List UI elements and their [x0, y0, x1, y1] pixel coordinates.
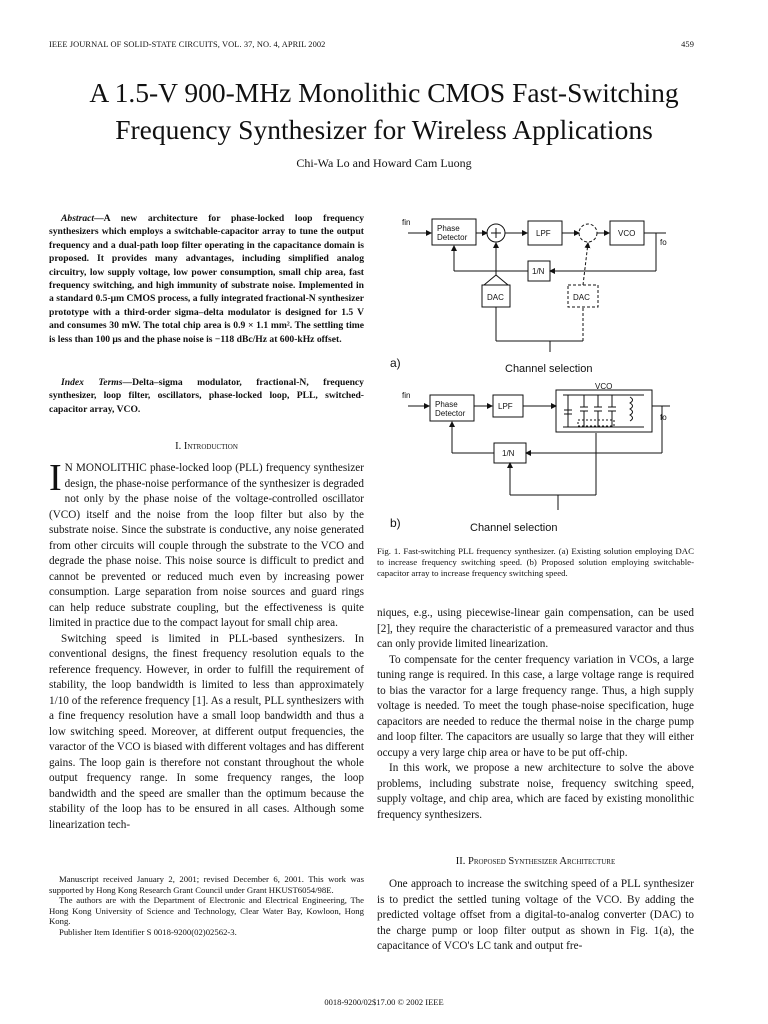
- phase-detector-label-a-2: Detector: [437, 233, 468, 242]
- right-column-body: [377, 606, 694, 823]
- footnotes: [49, 874, 364, 938]
- right-paragraph-3: In this work, we propose a new architecture to solve the above problems, including substrate noise, frequency switching speed, supply voltage, and chip area, which are faced by existing monolithic frequency synthesizers.: [377, 762, 694, 821]
- footnote-manuscript: Manuscript received January 2, 2001; revised December 6, 2001. This work was supported by Hong Kong Research Grant Council under Grant HKUST6054/98E.: [49, 874, 364, 895]
- figure-1-caption: Fig. 1. Fast-switching PLL frequency synthesizer. (a) Existing solution employing DAC to increase frequency switching speed. (b) Proposed solution employing switchable-capacitor array to increase frequency switching speed.: [377, 546, 694, 578]
- page-number: 459: [681, 40, 694, 49]
- authors: Chi-Wa Lo and Howard Cam Luong: [296, 156, 472, 170]
- drop-cap: I: [49, 457, 62, 499]
- section-2-heading: II. Proposed Synthesizer Architecture: [455, 856, 616, 867]
- fo-label-b: fo: [660, 413, 667, 422]
- section-1-body: [49, 457, 364, 833]
- abstract-text: —A new architecture for phase-locked loop frequency synthesizers which employs a switchable-capacitor array to tune the output frequency and a dual-path loop filter operating in the capacitance domain is proposed. It provides many advantages, including simplified analog circuitry, low supply voltage, low power consumption, small chip area, fast frequency switching, and high immunity of substrate noise. Implemented in a standard 0.5-μm CMOS process, a fully integrated fractional-N synthesizer prototype with a third-order sigma–delta modulator is designed for 1.5 V and consumes 30 mW. The total chip area is 0.9 × 1.1 mm². The settling time is less than 100 μs and the phase noise is −118 dBc/Hz at 600-kHz offset.: [49, 213, 364, 345]
- fin-label-b: fin: [402, 391, 411, 400]
- divider-label-a: 1/N: [532, 267, 545, 276]
- lpf-label-a: LPF: [536, 229, 551, 238]
- index-terms-text: —Delta–sigma modulator, fractional-N, frequency synthesizer, loop filter, oscillators, phase-locked loop, PLL, switched-capacitor array, VCO.: [49, 377, 364, 415]
- vco-label-b: VCO: [595, 382, 613, 391]
- intro-paragraph-1: I N MONOLITHIC phase-locked loop (PLL) frequency synthesizer design, the phase-noise performance of the synthesizer is degraded not only by the phase noise of the voltage-controlled oscillator (VCO) itself and the noise from the loop filter but also by the substrate noise. Since the substrate is conductive, any noise generated from other circuits will couple through the substrate to the VCO and degrade the phase noise. This noise source is difficult to predict and cannot be prevented or reduced much even by increasing power consumption. Large separation from noise sources and guard rings can help reduce substrate coupling, but the effectiveness is quite limited in practice due to the compact layout for small chip area.: [49, 457, 364, 629]
- figure-1b-labels: [390, 382, 667, 534]
- index-terms: [49, 376, 364, 416]
- channel-selection-label-b: Channel selection: [470, 522, 558, 534]
- title-line-2: Frequency Synthesizer for Wireless Applications: [115, 114, 653, 145]
- copyright-footer: 0018-9200/02$17.00 © 2002 IEEE: [324, 997, 444, 1007]
- right-paragraph-2: To compensate for the center frequency variation in VCOs, a large tuning range is required. In this case, a large voltage range is required to bias the varactor for a large frequency range. Thus, a high supply voltage is needed. To meet the tough phase-noise specification, huge capacitors are needed to reduce the thermal noise in the charge pump and loop filter. The capacitors are usually so large that they will either occupy a very large chip area or have to be put off-chip.: [377, 653, 694, 759]
- vco-label-a: VCO: [618, 229, 636, 238]
- figure-1: [388, 205, 698, 540]
- channel-selection-label-a: Channel selection: [505, 363, 593, 375]
- panel-b-label: b): [390, 516, 401, 530]
- panel-a-label: a): [390, 356, 401, 370]
- intro-paragraph-2: Switching speed is limited in PLL-based synthesizers. In conventional designs, the finest frequency resolution equals to the reference frequency. However, in order to fulfill the requirement of stability, the loop bandwidth is limited to less than approximately 1/10 of the reference frequency [1]. As a result, PLL synthesizers with a fine frequency resolution have a small loop bandwidth and thus a low switching speed. Moreover, at different output frequencies, the varactor of the VCO is biased with different voltages and has different gains. The loop gain is therefore not constant throughout the whole output frequency range. In some frequency ranges, the loop bandwidth and the speed are smaller than the optimum because the stability of the loop has to be ensured in all cases. Although some linearization tech-: [49, 632, 364, 831]
- index-terms-label: Index Terms: [61, 377, 123, 388]
- fo-label-a: fo: [660, 238, 667, 247]
- section-2-body: [377, 877, 694, 955]
- phase-detector-label-b-1: Phase: [435, 400, 458, 409]
- abstract: [49, 212, 364, 346]
- running-header: IEEE JOURNAL OF SOLID-STATE CIRCUITS, VOL. 37, NO. 4, APRIL 2002: [49, 40, 326, 49]
- summer-dashed-a: [579, 224, 597, 242]
- section-2-paragraph-1: One approach to increase the switching speed of a PLL synthesizer is to predict the settled tuning voltage of the VCO. By adding the predicted voltage offset from a digital-to-analog converter (DAC) to the charge pump or loop filter output as shown in Fig. 1(a), the capacitance of VCO's LC tank and output fre-: [377, 878, 694, 952]
- right-paragraph-1: niques, e.g., using piecewise-linear gain compensation, can be used [2], they require the characteristic of a premeasured varactor and thus can only provide limited linearization.: [377, 607, 694, 650]
- dac-label-a: DAC: [487, 293, 504, 302]
- footnote-publisher-id: Publisher Item Identifier S 0018-9200(02)02562-3.: [59, 926, 237, 937]
- lpf-label-b: LPF: [498, 402, 513, 411]
- dac-dashed-label-a: DAC: [573, 293, 590, 302]
- title-line-1: A 1.5-V 900-MHz Monolithic CMOS Fast-Switching: [89, 77, 679, 108]
- footnote-affiliation: The authors are with the Department of Electronic and Electrical Engineering, The Hong Kong University of Science and Technology, Clear Water Bay, Kowloon, Hong Kong.: [49, 895, 364, 927]
- section-1-heading: I. Introduction: [175, 441, 238, 452]
- fin-label-a: fin: [402, 218, 411, 227]
- paper-title: [20, 74, 748, 148]
- section-2-title: Proposed Synthesizer Architecture: [468, 856, 616, 867]
- divider-label-b: 1/N: [502, 449, 515, 458]
- section-1-title: Introduction: [183, 441, 238, 452]
- phase-detector-label-b-2: Detector: [435, 409, 466, 418]
- abstract-label: Abstract: [61, 213, 95, 224]
- phase-detector-label-a-1: Phase: [437, 224, 460, 233]
